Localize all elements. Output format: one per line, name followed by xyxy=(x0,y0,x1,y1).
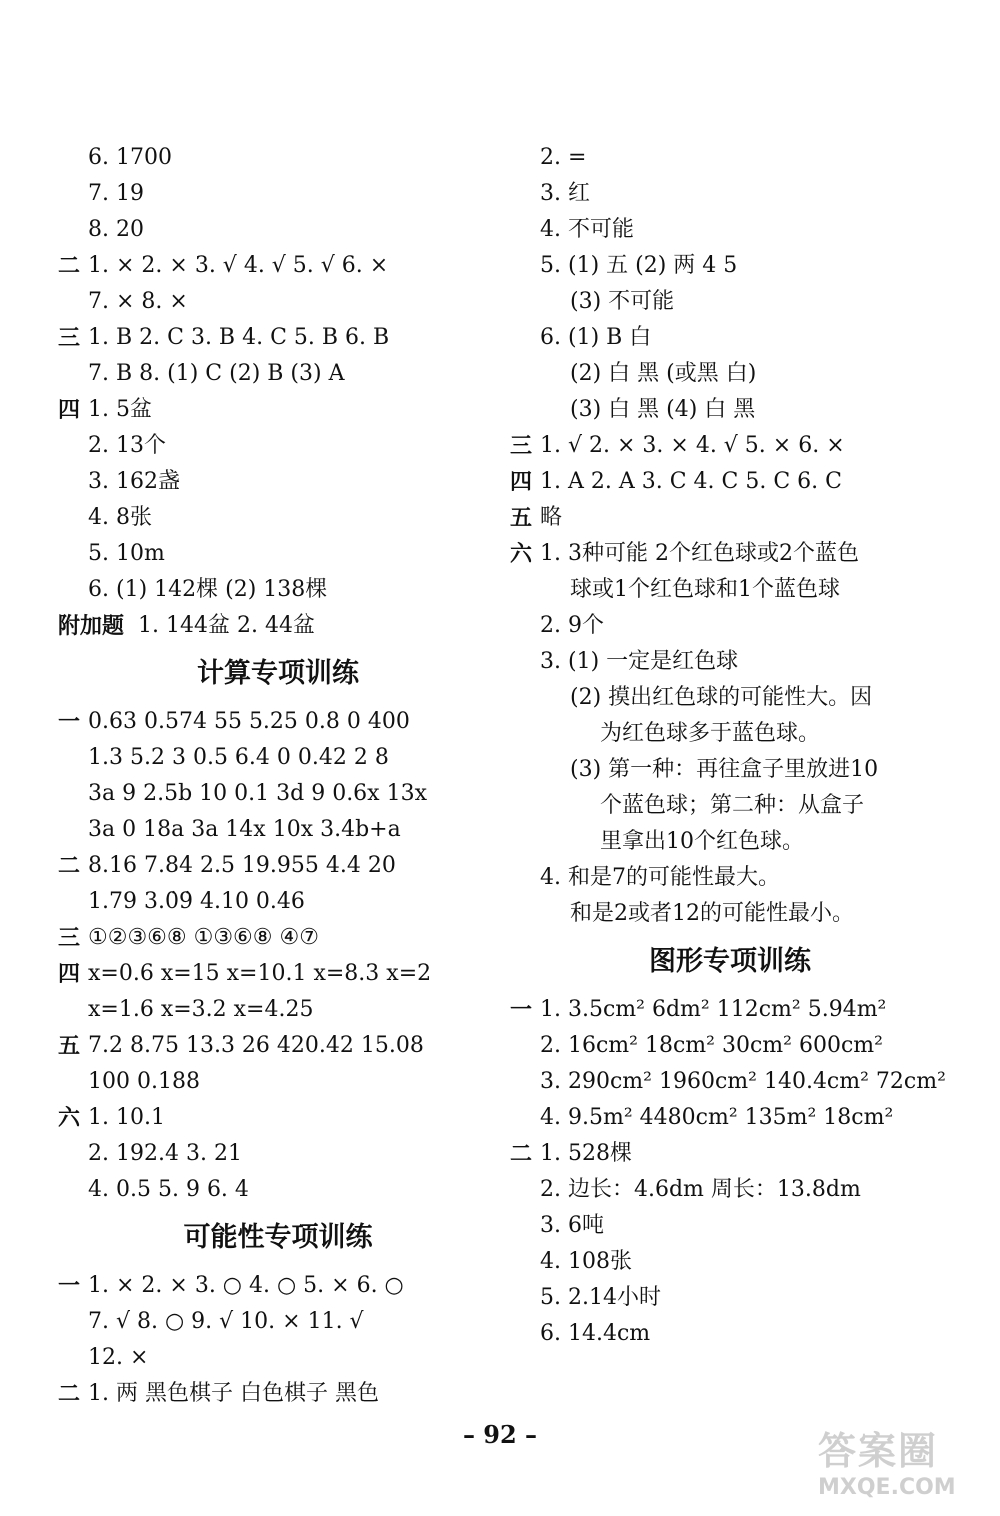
answer-line xyxy=(58,884,498,920)
answer-text: 3. 290cm² 1960cm² 140.4cm² 72cm² xyxy=(540,1069,946,1094)
answer-line xyxy=(510,1208,950,1244)
answer-text: 1. A 2. A 3. C 4. C 5. C 6. C xyxy=(540,469,842,494)
answer-text: 1. 两 黑色棋子 白色棋子 黑色 xyxy=(88,1381,379,1406)
question-group-marker: 三 xyxy=(58,925,81,951)
answer-text: 8.16 7.84 2.5 19.955 4.4 20 xyxy=(88,853,396,878)
answer-line xyxy=(58,464,498,500)
answer-line xyxy=(58,140,498,176)
answer-text: 2. 192.4 3. 21 xyxy=(88,1141,242,1166)
answer-line xyxy=(510,1172,950,1208)
question-group-marker: 五 xyxy=(58,1033,81,1059)
answer-line xyxy=(510,464,950,500)
answer-line xyxy=(510,1316,950,1352)
question-group-marker: 五 xyxy=(510,505,533,531)
answer-text: 12. × xyxy=(88,1345,149,1370)
watermark-url: MXQE.COM xyxy=(818,1475,956,1500)
answer-text: 6. (1) B 白 xyxy=(540,325,652,350)
answer-text: 7. × 8. × xyxy=(88,289,188,314)
answer-text: x=0.6 x=15 x=10.1 x=8.3 x=2 xyxy=(88,961,432,986)
question-group-marker: 二 xyxy=(58,853,81,879)
answer-text: 6. (1) 142棵 (2) 138棵 xyxy=(88,577,328,602)
answer-text: x=1.6 x=3.2 x=4.25 xyxy=(88,997,314,1022)
answer-text: 4. 和是7的可能性最大。 xyxy=(540,865,780,890)
answer-line xyxy=(58,1268,498,1304)
question-group-marker: 附加题 xyxy=(58,613,125,639)
answer-text: 4. 9.5m² 4480cm² 135m² 18cm² xyxy=(540,1105,894,1130)
right-column xyxy=(510,140,950,1352)
answer-line xyxy=(58,812,498,848)
answer-line xyxy=(510,680,950,716)
answer-text: 1. 528棵 xyxy=(540,1141,632,1166)
answer-text: 5. 10m xyxy=(88,541,165,566)
answer-line xyxy=(58,1136,498,1172)
answer-text: 5. (1) 五 (2) 两 4 5 xyxy=(540,253,738,278)
answer-text: 4. 0.5 5. 9 6. 4 xyxy=(88,1177,249,1202)
question-group-marker: 四 xyxy=(510,469,533,495)
question-group-marker: 一 xyxy=(58,709,81,735)
answer-line xyxy=(510,428,950,464)
answer-text: 1. 10.1 xyxy=(88,1105,165,1130)
answer-text: 8. 20 xyxy=(88,217,144,242)
question-group-marker: 一 xyxy=(58,1273,81,1299)
answer-line xyxy=(58,776,498,812)
question-group-marker: 四 xyxy=(58,397,81,423)
answer-line xyxy=(510,1280,950,1316)
answer-text: 1. 3.5cm² 6dm² 112cm² 5.94m² xyxy=(540,997,887,1022)
answer-line xyxy=(58,848,498,884)
answer-text: 100 0.188 xyxy=(88,1069,200,1094)
answer-text: 3a 0 18a 3a 14x 10x 3.4b+a xyxy=(88,817,401,842)
answer-line xyxy=(510,824,950,860)
answer-text: 2. 13个 xyxy=(88,433,166,458)
answer-line xyxy=(510,284,950,320)
answer-line xyxy=(58,428,498,464)
answer-text: 1. × 2. × 3. ○ 4. ○ 5. × 6. ○ xyxy=(88,1273,404,1298)
answer-line xyxy=(58,320,498,356)
answer-text: 里拿出10个红色球。 xyxy=(600,829,804,854)
answer-line xyxy=(58,212,498,248)
answer-line xyxy=(58,992,498,1028)
answer-line xyxy=(58,608,498,644)
answer-text: 2. = xyxy=(540,145,587,170)
answer-line xyxy=(510,1136,950,1172)
answer-line xyxy=(58,1172,498,1208)
answer-text: (3) 白 黑 (4) 白 黑 xyxy=(570,397,756,422)
answer-text: 和是2或者12的可能性最小。 xyxy=(570,901,854,926)
answer-line xyxy=(510,176,950,212)
answer-text: ①②③⑥⑧ ①③⑥⑧ ④⑦ xyxy=(88,925,319,950)
answer-text: 4. 不可能 xyxy=(540,217,634,242)
section-title: 可能性专项训练 xyxy=(183,1222,373,1253)
answer-line xyxy=(510,536,950,572)
question-group-marker: 二 xyxy=(58,1381,81,1407)
answer-text: 个蓝色球；第二种：从盒子 xyxy=(600,793,865,818)
answer-line xyxy=(58,920,498,956)
answer-line xyxy=(510,572,950,608)
answer-text: 7. 19 xyxy=(88,181,144,206)
answer-text: 5. 2.14小时 xyxy=(540,1285,661,1310)
answer-text: (3) 第一种：再往盒子里放进10 xyxy=(570,757,879,782)
answer-line xyxy=(510,788,950,824)
page-number: – 92 – xyxy=(462,1420,538,1449)
section-title: 计算专项训练 xyxy=(197,658,359,689)
answer-text: 2. 16cm² 18cm² 30cm² 600cm² xyxy=(540,1033,883,1058)
watermark-text: 答案圈 xyxy=(818,1428,939,1473)
answer-line xyxy=(510,320,950,356)
answer-text: 为红色球多于蓝色球。 xyxy=(600,721,821,746)
answer-text: 3. 6吨 xyxy=(540,1213,604,1238)
answer-line xyxy=(510,392,950,428)
left-column xyxy=(58,140,498,1412)
answer-text: 1. 5盆 xyxy=(88,397,152,422)
section-title: 图形专项训练 xyxy=(649,946,811,977)
answer-line xyxy=(58,1028,498,1064)
watermark-logo xyxy=(818,1420,988,1510)
answer-line xyxy=(510,1064,950,1100)
answer-text: 1. 144盆 2. 44盆 xyxy=(138,613,315,638)
answer-text: 0.63 0.574 55 5.25 0.8 0 400 xyxy=(88,709,410,734)
answer-line xyxy=(510,1244,950,1280)
answer-text: 1. × 2. × 3. √ 4. √ 5. √ 6. × xyxy=(88,253,389,278)
answer-line xyxy=(58,356,498,392)
answer-line xyxy=(510,1100,950,1136)
answer-line xyxy=(510,644,950,680)
answer-line xyxy=(510,752,950,788)
answer-line xyxy=(58,1304,498,1340)
answer-text: 1.79 3.0̇9̇ 4.10 0.46 xyxy=(88,889,305,914)
answer-text: 1. 3种可能 2个红色球或2个蓝色 xyxy=(540,541,859,566)
question-group-marker: 三 xyxy=(510,433,533,459)
answer-line xyxy=(58,500,498,536)
answer-line xyxy=(510,896,950,932)
answer-line xyxy=(58,704,498,740)
answer-line xyxy=(510,356,950,392)
answer-text: 3. 162盏 xyxy=(88,469,180,494)
question-group-marker: 六 xyxy=(58,1105,81,1131)
answer-line xyxy=(58,740,498,776)
answer-line xyxy=(510,860,950,896)
answer-line xyxy=(58,1064,498,1100)
answer-text: 7. √ 8. ○ 9. √ 10. × 11. √ xyxy=(88,1309,364,1334)
answer-text: 6. 14.4cm xyxy=(540,1321,651,1346)
answer-text: (2) 白 黑 (或黑 白) xyxy=(570,361,757,386)
question-group-marker: 二 xyxy=(510,1141,533,1167)
answer-line xyxy=(58,248,498,284)
answer-text: 7. B 8. (1) C (2) B (3) A xyxy=(88,361,345,386)
answer-text: 3. (1) 一定是红色球 xyxy=(540,649,739,674)
answer-text: 2. 边长：4.6dm 周长：13.8dm xyxy=(540,1177,861,1202)
answer-text: 4. 108张 xyxy=(540,1249,632,1274)
answer-line xyxy=(510,608,950,644)
answer-line xyxy=(510,992,950,1028)
answer-line xyxy=(58,536,498,572)
answer-text: 球或1个红色球和1个蓝色球 xyxy=(570,577,840,602)
answer-text: 2. 9个 xyxy=(540,613,604,638)
answer-line xyxy=(58,1100,498,1136)
question-group-marker: 六 xyxy=(510,541,533,567)
answer-line xyxy=(58,176,498,212)
question-group-marker: 三 xyxy=(58,325,81,351)
answer-text: 1. √ 2. × 3. × 4. √ 5. × 6. × xyxy=(540,433,845,458)
answer-line xyxy=(510,140,950,176)
question-group-marker: 二 xyxy=(58,253,81,279)
answer-text: 1. B 2. C 3. B 4. C 5. B 6. B xyxy=(88,325,390,350)
question-group-marker: 一 xyxy=(510,997,533,1023)
answer-line xyxy=(510,212,950,248)
answer-text: 3. 红 xyxy=(540,181,590,206)
answer-text: (3) 不可能 xyxy=(570,289,675,314)
answer-line xyxy=(58,1340,498,1376)
answer-line xyxy=(510,248,950,284)
answer-text: 7.2 8.75 13.3 26 420.42 15.08 xyxy=(88,1033,424,1058)
answer-line xyxy=(58,392,498,428)
answer-line xyxy=(510,1028,950,1064)
answer-line xyxy=(510,500,950,536)
question-group-marker: 四 xyxy=(58,961,81,987)
answer-text: 4. 8张 xyxy=(88,505,152,530)
answer-line xyxy=(58,956,498,992)
answer-text: (2) 摸出红色球的可能性大。因 xyxy=(570,685,873,710)
answer-text: 1.3 5.2 3 0.5 6.4 0 0.42 2 8 xyxy=(88,745,389,770)
answer-line xyxy=(510,716,950,752)
answer-line xyxy=(58,1376,498,1412)
answer-text: 3a 9 2.5b 10 0.1 3d 9 0.6x 13x xyxy=(88,781,427,806)
answer-line xyxy=(58,572,498,608)
answer-line xyxy=(58,284,498,320)
answer-text: 6. 1700 xyxy=(88,145,172,170)
answer-text: 略 xyxy=(540,505,563,530)
